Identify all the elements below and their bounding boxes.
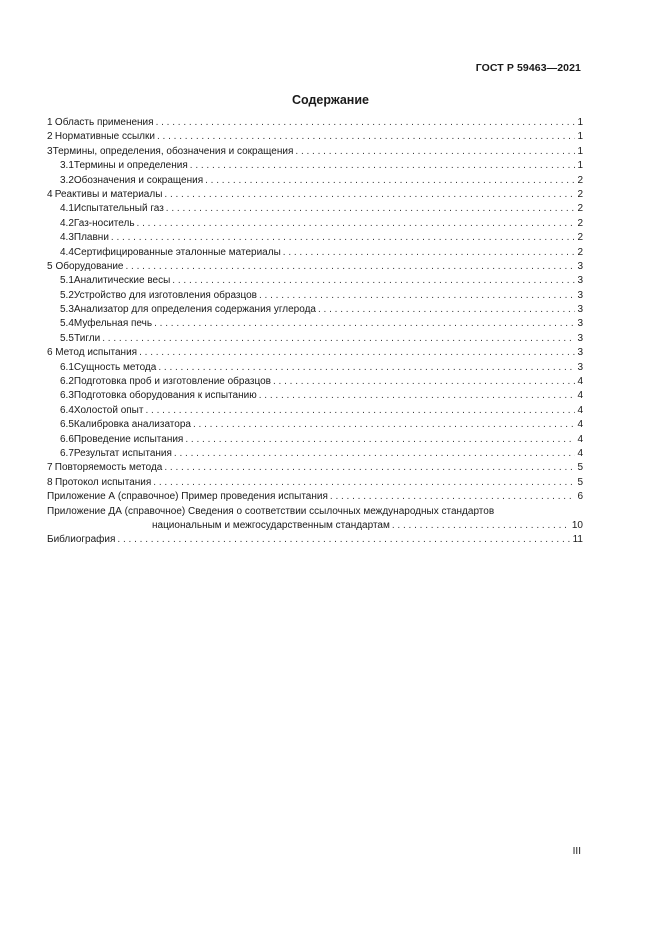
toc-entry-label: Тигли	[74, 332, 101, 344]
dot-leader	[157, 130, 575, 144]
toc-entry-label-line2: национальным и межгосударственным стандартам	[152, 519, 390, 531]
toc-entry-page: 4	[577, 376, 583, 388]
dot-leader	[154, 317, 575, 331]
dot-leader	[330, 490, 576, 504]
toc-entry-number: 5	[47, 260, 53, 272]
dot-leader	[126, 260, 576, 274]
page-number: III	[572, 846, 581, 857]
toc-entry-number: 6.7	[60, 447, 74, 459]
dot-leader	[102, 332, 575, 346]
toc-entry-page: 10	[571, 519, 583, 531]
toc-entry-number: 6.5	[60, 419, 74, 431]
toc-entry-number: 5.2	[60, 289, 74, 301]
toc-entry-label: Нормативные ссылки	[54, 131, 155, 143]
toc-entry[interactable]	[47, 289, 583, 303]
toc-entry[interactable]	[47, 433, 583, 447]
toc-entry-label: Повторяемость метода	[54, 462, 163, 474]
toc-entry-number: 3	[47, 145, 53, 157]
toc-entry-number: 7	[47, 462, 53, 474]
toc-title: Содержание	[291, 93, 369, 107]
toc-entry-page: 3	[577, 289, 583, 301]
toc-entry[interactable]	[47, 174, 583, 188]
toc-entry[interactable]	[47, 476, 583, 490]
dot-leader	[137, 217, 576, 231]
toc-entry-number: 6	[47, 347, 53, 359]
toc-entry-page: 11	[572, 534, 583, 546]
toc-entry[interactable]	[47, 202, 583, 216]
toc-entry-number: 6.4	[60, 404, 74, 416]
toc-entry-page: 1	[577, 117, 583, 128]
toc-entry-number: 4.1	[60, 203, 74, 215]
toc-entry-label: Плавни	[73, 232, 109, 244]
toc-entry-label: Сертифицированные эталонные материалы	[73, 246, 281, 258]
toc-entry-label: Подготовка проб и изготовление образцов	[73, 376, 271, 388]
toc-entry-page: 2	[577, 174, 583, 186]
toc-entry-page: 4	[577, 433, 583, 445]
dot-leader	[158, 361, 575, 375]
toc-entry[interactable]	[47, 389, 583, 403]
toc-entry-label: Результат испытания	[73, 447, 172, 459]
toc-entry[interactable]	[47, 116, 583, 130]
toc-entry[interactable]	[47, 130, 583, 144]
toc-entry-number: 5.3	[60, 304, 74, 316]
toc-entry[interactable]	[47, 332, 583, 346]
toc-entry-number: 5.5	[60, 332, 74, 344]
toc-entry-number: 6.3	[60, 390, 74, 402]
toc-entry-label: Обозначения и сокращения	[73, 174, 204, 186]
dot-leader	[164, 461, 575, 475]
dot-leader	[295, 145, 575, 159]
toc-entry[interactable]	[47, 159, 583, 173]
toc-entry[interactable]	[47, 404, 583, 418]
toc-entry-label: Испытательный газ	[73, 203, 164, 215]
toc-entry[interactable]	[47, 317, 583, 331]
toc-entry[interactable]	[47, 447, 583, 461]
toc-entry-page: 4	[577, 447, 583, 459]
toc-entry-label: Подготовка оборудования к испытанию	[73, 390, 257, 402]
toc-entry-page: 1	[577, 131, 583, 143]
toc-entry-number: 6.6	[60, 433, 74, 445]
dot-leader	[139, 346, 575, 360]
toc-entry-page: 3	[577, 347, 583, 359]
toc-entry[interactable]	[47, 246, 583, 260]
toc-entry-label-line1: Приложение ДА (справочное) Сведения о соответствии ссылочных международных стандартов	[47, 505, 495, 517]
toc-entry-page: 2	[577, 203, 583, 215]
toc-entry-number: 3.1	[60, 160, 74, 172]
dot-leader	[156, 116, 576, 130]
toc-entry-number: 8	[47, 476, 53, 488]
toc-entry-page: 3	[577, 260, 583, 272]
toc-entry-page: 5	[577, 476, 583, 488]
dot-leader	[259, 289, 575, 303]
dot-leader	[190, 159, 576, 173]
toc-entry-number: 4.2	[60, 217, 74, 229]
toc-entry[interactable]	[47, 346, 583, 360]
dot-leader	[193, 418, 575, 432]
toc-entry-number: 6.1	[60, 361, 74, 373]
toc-entry-label: Сущность метода	[73, 361, 157, 373]
toc-entry-number: 4.3	[60, 232, 74, 244]
toc-entry-number: 1	[47, 117, 53, 128]
toc-entry-page: 4	[577, 390, 583, 402]
toc-entry-label: Библиография	[47, 534, 116, 546]
dot-leader	[273, 375, 575, 389]
dot-leader	[318, 303, 575, 317]
document-code: ГОСТ Р 59463—2021	[475, 62, 581, 74]
toc-entry[interactable]	[47, 375, 583, 389]
dot-leader	[117, 533, 570, 547]
toc-entry[interactable]	[47, 145, 583, 159]
toc-entry-label: Калибровка анализатора	[73, 419, 191, 431]
toc-entry[interactable]	[47, 188, 583, 202]
toc-entry-page: 6	[577, 491, 583, 503]
toc-entry-number: 5.4	[60, 318, 74, 330]
dot-leader	[166, 202, 576, 216]
toc-entry-page: 3	[577, 361, 583, 373]
dot-leader	[174, 447, 576, 461]
toc-entry-label: Область применения	[54, 117, 154, 128]
dot-leader	[172, 274, 575, 288]
dot-leader	[392, 519, 570, 533]
dot-leader	[111, 231, 576, 245]
toc-entry-label: Газ-носитель	[73, 217, 135, 229]
toc-entry[interactable]	[47, 260, 583, 274]
toc-appendix-a[interactable]	[47, 490, 583, 504]
toc-entry-page: 3	[577, 332, 583, 344]
table-of-contents	[47, 116, 583, 548]
toc-entry-label: Реактивы и материалы	[54, 188, 163, 200]
toc-bibliography[interactable]	[47, 533, 583, 547]
toc-entry-label: Протокол испытания	[54, 476, 152, 488]
toc-entry-page: 2	[577, 217, 583, 229]
dot-leader	[145, 404, 575, 418]
toc-entry[interactable]	[47, 418, 583, 432]
toc-entry-page: 2	[577, 246, 583, 258]
toc-entry-number: 5.1	[60, 275, 74, 287]
toc-entry-label: Муфельная печь	[73, 318, 153, 330]
toc-entry[interactable]	[47, 217, 583, 231]
toc-entry-label: Приложение А (справочное) Пример проведения испытания	[47, 491, 328, 503]
toc-entry-page: 4	[577, 419, 583, 431]
toc-entry-label: Анализатор для определения содержания углерода	[73, 304, 316, 316]
toc-entry-page: 1	[577, 160, 583, 172]
toc-entry-page: 1	[577, 145, 583, 157]
toc-entry-number: 6.2	[60, 376, 74, 388]
toc-entry-page: 2	[577, 232, 583, 244]
toc-entry-label: Холостой опыт	[73, 404, 144, 416]
toc-entry-number: 4.4	[60, 246, 74, 258]
toc-entry[interactable]	[47, 303, 583, 317]
toc-entry-label: Термины, определения, обозначения и сокращения	[52, 145, 294, 157]
toc-entry[interactable]	[47, 231, 583, 245]
toc-entry-label: Устройство для изготовления образцов	[73, 289, 257, 301]
dot-leader	[185, 433, 575, 447]
toc-entry-number: 2	[47, 131, 53, 143]
toc-entry-page: 3	[577, 304, 583, 316]
toc-entry-page: 3	[577, 275, 583, 287]
toc-entry-label: Оборудование	[55, 260, 124, 272]
dot-leader	[153, 476, 575, 490]
toc-entry-label: Метод испытания	[55, 347, 138, 359]
toc-appendix-da[interactable]	[47, 505, 583, 534]
dot-leader	[164, 188, 575, 202]
toc-entry-number: 4	[47, 188, 53, 200]
toc-entry-label: Термины и определения	[73, 160, 188, 172]
toc-entry[interactable]	[47, 461, 583, 475]
toc-entry[interactable]	[47, 361, 583, 375]
dot-leader	[283, 246, 576, 260]
toc-entry-page: 3	[577, 318, 583, 330]
dot-leader	[259, 389, 576, 403]
toc-entry-page: 4	[577, 404, 583, 416]
toc-entry-label: Проведение испытания	[73, 433, 184, 445]
toc-entry-page: 2	[577, 188, 583, 200]
toc-entry[interactable]	[47, 274, 583, 288]
toc-entry-label: Аналитические весы	[73, 275, 171, 287]
toc-entry-number: 3.2	[60, 174, 74, 186]
dot-leader	[205, 174, 575, 188]
toc-entry-page: 5	[577, 462, 583, 474]
